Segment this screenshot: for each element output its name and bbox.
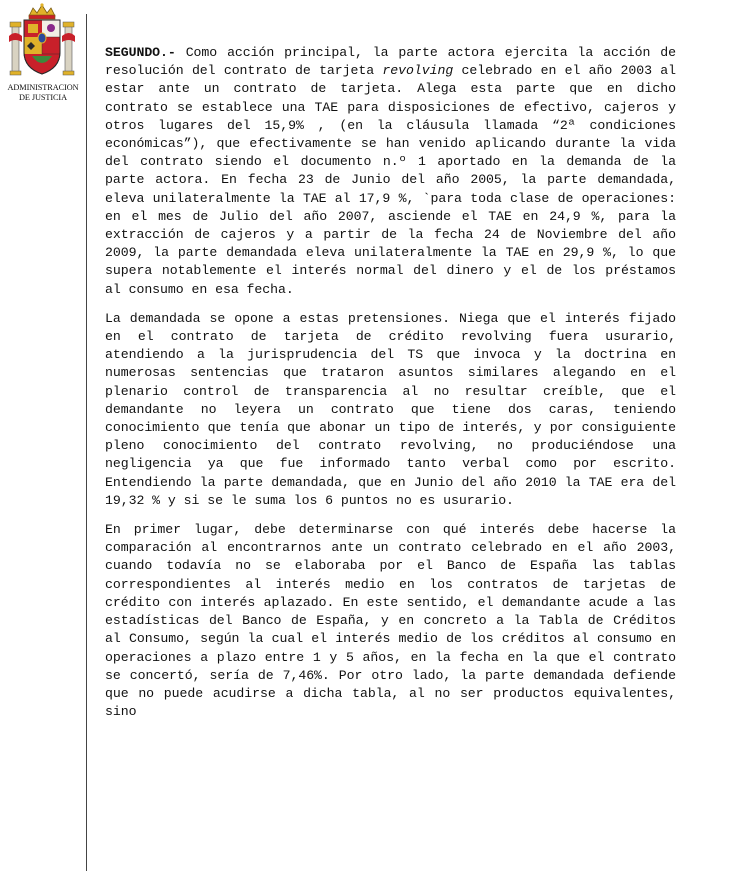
italic-term: revolving (382, 63, 454, 79)
paragraph-segundo (105, 44, 676, 299)
section-heading: SEGUNDO.- (105, 45, 176, 60)
paragraph-text: Como acción principal, la parte actora ejercita la acción de resolución del contrato de tarjeta (105, 45, 676, 79)
coat-of-arms-icon (7, 2, 77, 82)
paragraph-demandada: La demandada se opone a estas pretensiones. Niega que el interés fijado en el contrato de tarjeta de crédito revolving fuera usurario, atendiendo a la jurisprudencia del TS que invoca y la doctrina en numerosas sentencias que trataron asuntos similares alegando en el plenario control de transparencia al no resultar creíble, que el demandante no leyera un contrato que tiene dos caras, teniendo conocimiento que tenía que abonar un tipo de interés, y por consiguiente pleno conocimiento del contrato revolving, no produciéndose una negligencia ya que fue informado tanto verbal como por escrito. Entendiendo la parte demandada, que en Junio del año 2010 la TAE era del 19,32 % y si se le suma los 6 puntos no es usurario. (105, 310, 676, 508)
paragraph-text: celebrado en el año 2003 al estar ante un contrato de tarjeta. Alega esta parte que en dicho contrato se establece una TAE para disposiciones de efectivo, cajeros y otros lugares del 15,9% , (en la cláusula llamada “2ª condiciones económicas”), que efectivamente se han venido aplicando durante la vida del contrato siendo el documento n.º 1 aportado en la demanda de la parte actora. En fecha 23 de Junio del año 2005, la parte demandada, eleva unilateralmente la TAE al 17,9 %, `para toda clase de operaciones: en el mes de Julio del año 2007, asciende el TAE en 24,9 %, para la extracción de cajeros y a partir de la fecha 24 de Noviembre del año 2009, la parte demandada eleva unilateralmente la TAE en 29,9 %, lo que supera notablemente el interés normal del dinero y el de los préstamos al consumo en esa fecha. (105, 63, 677, 297)
seal-caption-line1: ADMINISTRACION (7, 83, 79, 92)
document-body (105, 44, 676, 732)
margin-rule (86, 14, 87, 871)
court-seal (2, 2, 84, 102)
paragraph-primer-lugar: En primer lugar, debe determinarse con qué interés debe hacerse la comparación al encontrarnos ante un contrato celebrado en el año 2003, cuando todavía no se elaboraba por el Banco de España las tablas correspondientes al interés medio en los contratos de tarjetas de crédito con interés aplazado. En este sentido, el demandante acude a las estadísticas del Banco de España, y en concreto a la Tabla de Créditos al Consumo, según la cual el interés medio de los créditos al consumo en operaciones a plazo entre 1 y 5 años, en la fecha en la que el contrato se concertó, sería de 7,46%. Por otro lado, la parte demandada defiende que no puede acudirse a dicha tabla, al no ser productos equivalentes, sino (105, 522, 676, 720)
seal-caption-line2: DE JUSTICIA (19, 93, 67, 102)
